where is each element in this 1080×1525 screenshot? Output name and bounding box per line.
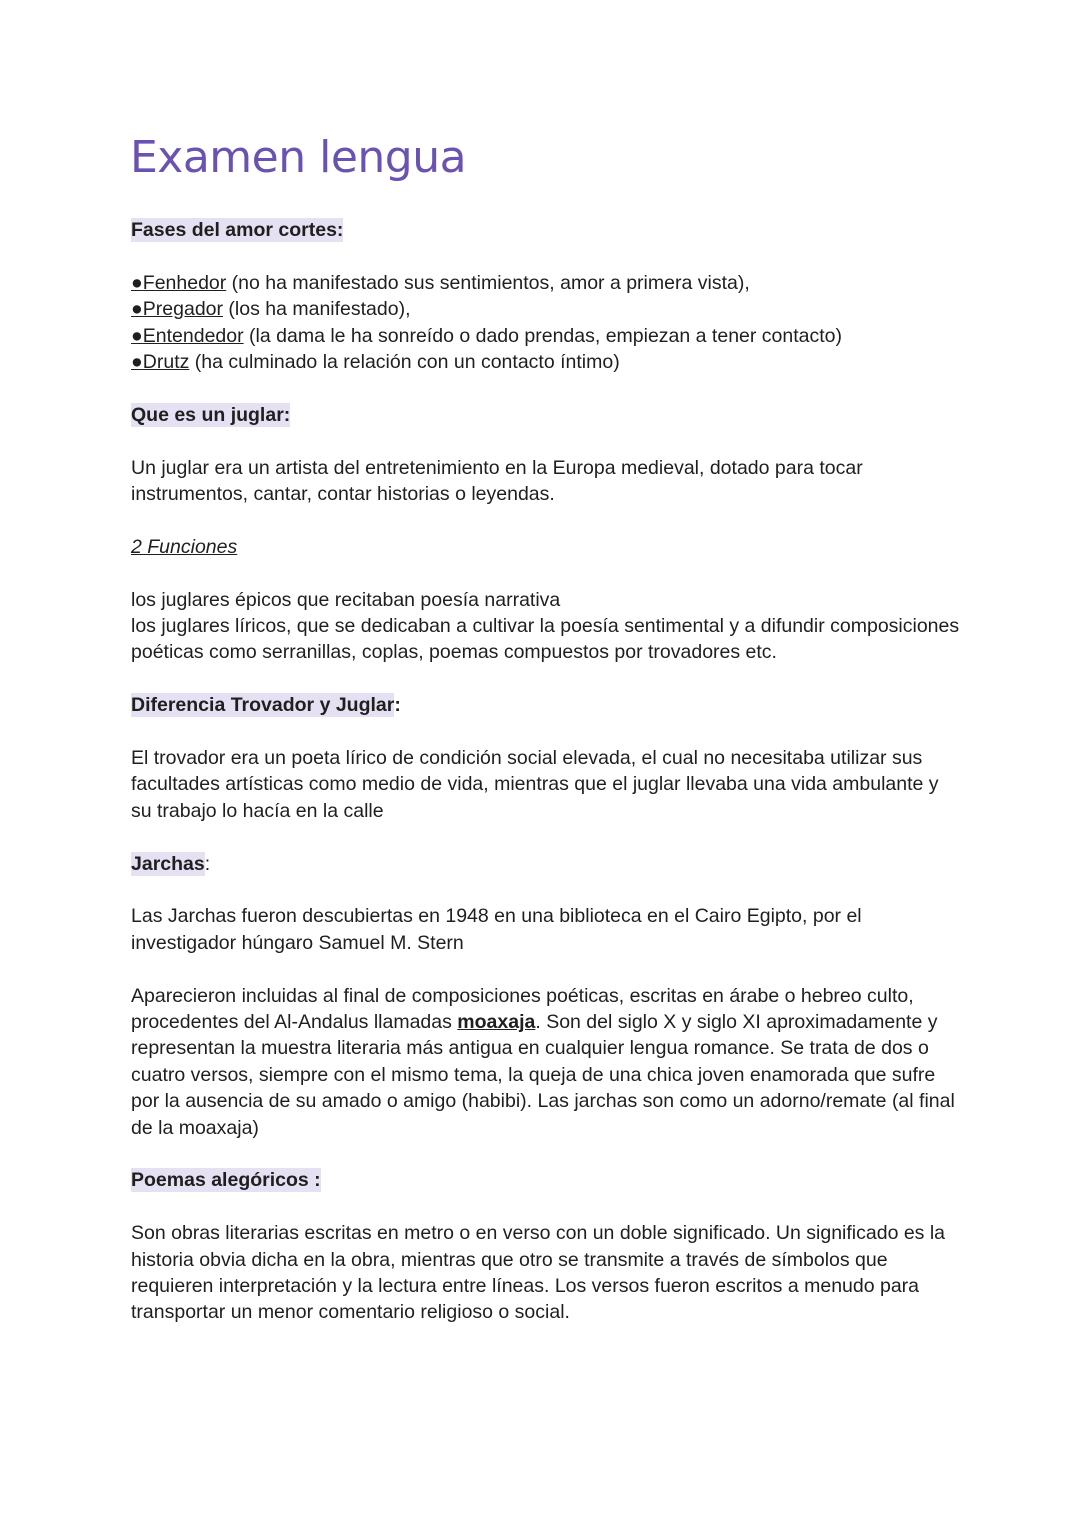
- funcion-line: los juglares épicos que recitaban poesía narrativa: [131, 588, 561, 611]
- list-item: [131, 349, 961, 375]
- description: (ha culminado la relación con un contacto íntimo): [189, 351, 620, 374]
- funciones-list: [131, 587, 961, 666]
- term-moaxaja: moaxaja: [457, 1011, 536, 1034]
- diferencia-text: El trovador era un poeta lírico de condición social elevada, el cual no necesitaba utilizar sus facultades artísticas como medio de vida, mientras que el juglar llevaba una vida ambulante y su trabajo lo hacía en la calle: [131, 747, 939, 822]
- description: (la dama le ha sonreído o dado prendas, empiezan a tener contacto): [243, 324, 843, 347]
- heading-colon: :: [204, 852, 211, 875]
- bullet-icon: ●: [131, 271, 143, 294]
- section-heading-fases: [131, 217, 961, 243]
- bullet-icon: ●: [131, 324, 143, 347]
- list-item: [131, 296, 961, 322]
- term: Entendedor: [142, 324, 244, 347]
- fases-list: [131, 270, 961, 376]
- text-part: . Son del siglo X y siglo XI aproximadamente y representan la muestra literaria más antigua en cualquier lengua romance. Se trata de dos o cuatro versos, siempre con el mismo tema, la queja de una chica joven enamorada que sufre por la ausencia de su amado o amigo (habibi). Las jarchas son como un adorno/remate (al final de la moaxaja): [131, 1011, 955, 1139]
- bullet-icon: ●: [131, 298, 143, 321]
- bullet-icon: ●: [131, 351, 143, 374]
- term: Pregador: [142, 298, 223, 321]
- term: Fenhedor: [142, 271, 227, 294]
- jarchas-text-1: Las Jarchas fueron descubiertas en 1948 en una biblioteca en el Cairo Egipto, por el investigador húngaro Samuel M. Stern: [131, 905, 862, 954]
- section-heading-alegoricos: [131, 1167, 961, 1193]
- section-heading-diferencia: [131, 692, 961, 718]
- funciones-subheading: [131, 534, 961, 560]
- section-heading-jarchas: [131, 851, 961, 877]
- section-heading-juglar: [131, 402, 961, 428]
- heading-text: Poemas alegóricos :: [131, 1169, 321, 1192]
- list-item: [131, 323, 961, 349]
- funcion-line: los juglares líricos, que se dedicaban a cultivar la poesía sentimental y a difundir composiciones poéticas como serranillas, coplas, poemas compuestos por trovadores etc.: [131, 615, 960, 664]
- heading-text: Que es un juglar:: [131, 403, 291, 426]
- subheading-text: 2 Funciones: [131, 535, 238, 558]
- heading-text: Diferencia Trovador y Juglar: [131, 694, 395, 717]
- jarchas-text-2: [131, 983, 961, 1141]
- text-part: Aparecieron incluidas al final de composiciones poéticas, escritas en árabe o hebreo culto, procedentes del Al-Andalus llamadas: [131, 984, 914, 1034]
- alegoricos-text: Son obras literarias escritas en metro o en verso con un doble significado. Un significado es la historia obvia dicha en la obra, mientras que otro se transmite a través de símbolos que requieren interpretación y la lectura entre líneas. Los versos fueron escritos a menudo para transportar un menor comentario religioso o social.: [131, 1222, 946, 1324]
- description: (no ha manifestado sus sentimientos, amor a primera vista),: [226, 271, 750, 294]
- juglar-text: Un juglar era un artista del entretenimiento en la Europa medieval, dotado para tocar instrumentos, cantar, contar historias o leyendas.: [131, 456, 863, 506]
- heading-text: Jarchas: [131, 852, 205, 875]
- term: Drutz: [142, 351, 190, 374]
- list-item: [131, 270, 961, 296]
- heading-text: Fases del amor cortes:: [131, 219, 344, 241]
- heading-colon: :: [394, 694, 401, 717]
- page-title: Examen lengua: [130, 132, 467, 183]
- description: (los ha manifestado),: [223, 298, 411, 321]
- document-body: [131, 217, 961, 1352]
